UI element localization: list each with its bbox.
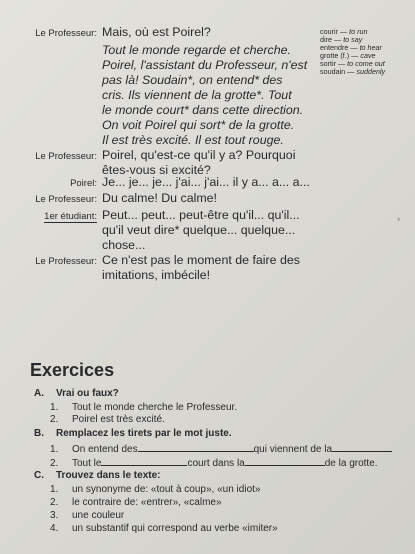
- dialogue-line: imitations, imbécile!: [102, 268, 211, 282]
- speaker-label: Le Professeur:: [35, 151, 97, 162]
- answer-blank[interactable]: [101, 456, 187, 466]
- exercise-item: 2. le contraire de: «entrer», «calme»: [50, 497, 222, 508]
- speaker-label: 1er étudiant:: [44, 211, 97, 222]
- dialogue-line: Il est très excité. Il est tout rouge.: [102, 133, 284, 147]
- answer-blank[interactable]: [245, 456, 325, 466]
- glossary-entry: entendre — to hear: [320, 43, 382, 52]
- section-b-title: B. Remplacez les tirets par le mot juste.: [34, 428, 232, 439]
- dialogue-line: Poirel, l'assistant du Professeur, n'est: [102, 58, 308, 72]
- glossary-entry: courir — to run: [320, 27, 368, 36]
- dialogue-line: On voit Poirel qui sort* de la grotte.: [102, 118, 295, 132]
- exercise-item: 3. une couleur: [50, 510, 125, 521]
- glossary-entry: soudain — suddenly: [320, 67, 386, 76]
- exercises-title: Exercices: [30, 360, 115, 380]
- dialogue-line: qu'il veut dire* quelque... quelque...: [102, 223, 296, 237]
- speaker-label: Le Professeur:: [35, 256, 97, 267]
- glossary-entry: sortir — to come out: [320, 59, 385, 68]
- dialogue-line: Poirel, qu'est-ce qu'il y a? Pourquoi: [102, 148, 296, 162]
- exercise-item: 1. un synonyme de: «tout à coup», «un idiot»: [50, 484, 261, 495]
- glossary-entry: dire — to say: [320, 35, 363, 44]
- dialogue-line: Du calme! Du calme!: [102, 191, 217, 205]
- speaker-label: Poirel:: [70, 178, 97, 189]
- dialogue-line: êtes-vous si excité?: [102, 163, 211, 177]
- dialogue-line: Peut... peut... peut-être qu'il... qu'il...: [102, 208, 300, 222]
- speaker-label: Le Professeur:: [35, 28, 97, 39]
- exercise-item: 2. Poirel est très excité.: [50, 414, 165, 425]
- dialogue-line: le monde court* dans cette direction.: [102, 103, 304, 117]
- exercise-item: 1. Tout le monde cherche le Professeur.: [50, 402, 238, 413]
- section-a-title: A. Vrai ou faux?: [34, 388, 119, 399]
- fill-blank-item: 1. On entend des qui viennent de la: [50, 442, 392, 455]
- dialogue-line: Ce n'est pas le moment de faire des: [102, 253, 300, 267]
- dialogue-line: Mais, où est Poirel?: [102, 25, 211, 39]
- dialogue-line: cris. Ils viennent de la grotte*. Tout: [102, 88, 292, 102]
- dialogue-line: pas là! Soudain*, on entend* des: [102, 73, 283, 87]
- fill-blank-item: 2. Tout le court dans la de la grotte.: [50, 458, 378, 469]
- answer-blank[interactable]: [138, 442, 254, 452]
- glossary-entry: grotte (f.) — cave: [320, 51, 376, 60]
- exercise-item: 4. un substantif qui correspond au verbe «imiter»: [50, 523, 278, 534]
- dialogue-line: Tout le monde regarde et cherche.: [102, 43, 291, 57]
- speaker-label: Le Professeur:: [35, 194, 97, 205]
- dialogue-line: Je... je... je... j'ai... j'ai... il y a... a... a...: [102, 175, 310, 189]
- answer-blank[interactable]: [332, 442, 392, 452]
- margin-mark: *: [397, 216, 401, 226]
- glossary: [320, 28, 385, 76]
- section-c-title: C. Trouvez dans le texte:: [34, 470, 161, 481]
- dialogue-line: chose...: [102, 238, 146, 252]
